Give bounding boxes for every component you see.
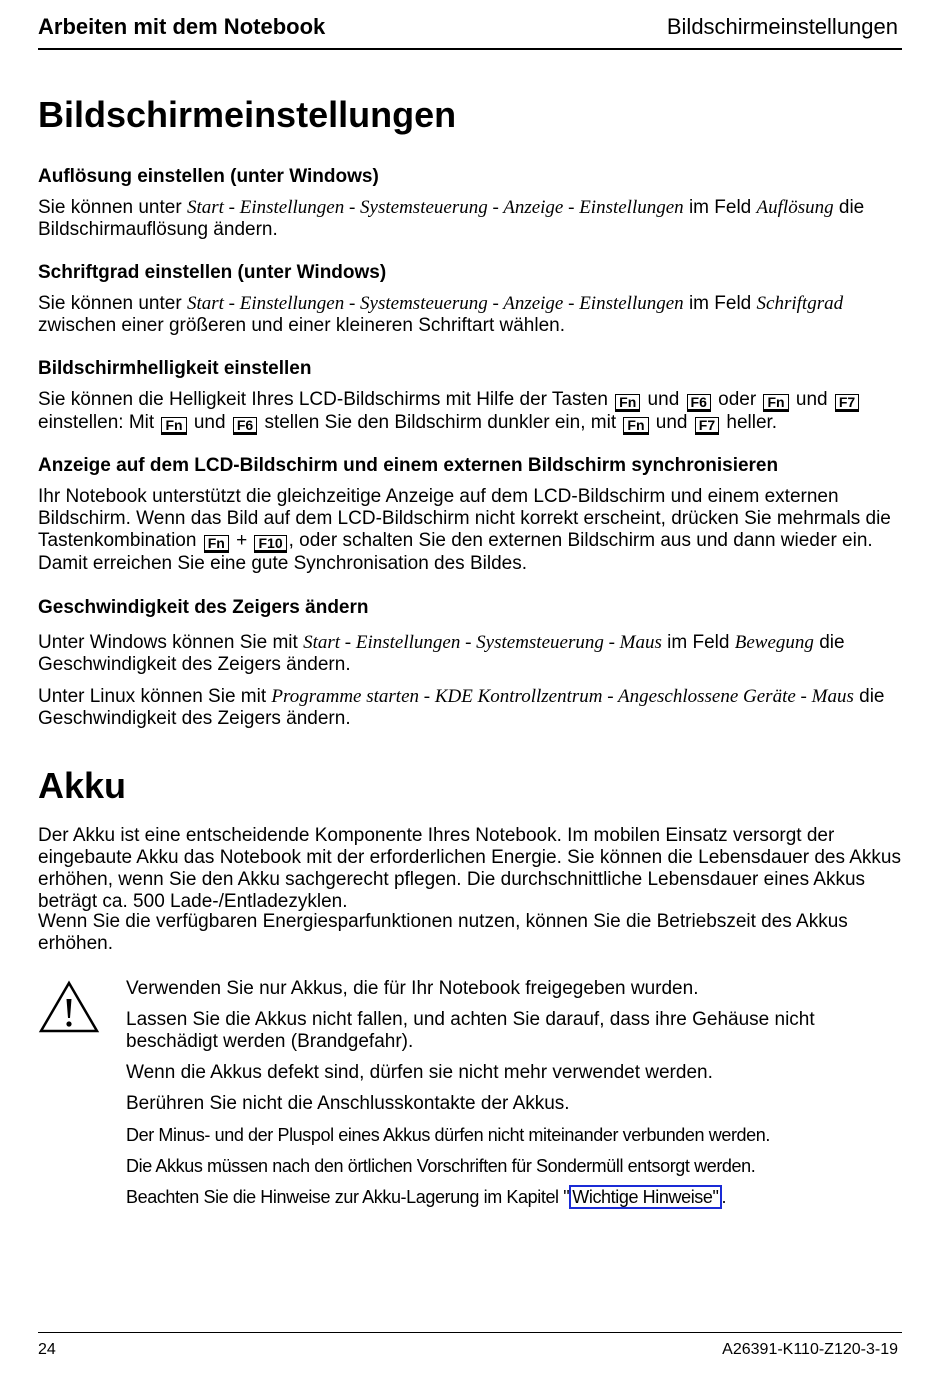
cross-reference-link[interactable]: Wichtige Hinweise"	[569, 1185, 721, 1209]
field-name: Bewegung	[734, 632, 814, 653]
running-header	[38, 14, 902, 50]
fn-key-icon: Fn	[204, 535, 229, 553]
heading-sync: Anzeige auf dem LCD-Bildschirm und einem externen Bildschirm synchronisieren	[38, 455, 779, 476]
paragraph-pointer-linux: Unter Linux können Sie mit Programme starten - KDE Kontrollzentrum - Angeschlossene Geräte - Maus die Geschwindigkeit des Zeigers ändern.	[38, 686, 885, 729]
field-name: Schriftgrad	[756, 293, 844, 314]
menu-path: Programme starten - KDE Kontrollzentrum - Angeschlossene Geräte - Maus	[271, 686, 854, 707]
manual-page	[38, 0, 902, 1382]
f6-key-icon: F6	[233, 417, 257, 435]
document-id: A26391-K110-Z120-3-19	[722, 1341, 898, 1358]
warning-item: Lassen Sie die Akkus nicht fallen, und achten Sie darauf, dass ihre Gehäuse nicht beschädigt werden (Brandgefahr).	[126, 1009, 815, 1052]
heading-brightness: Bildschirmhelligkeit einstellen	[38, 358, 312, 379]
f6-key-icon: F6	[687, 394, 711, 412]
menu-path: Start - Einstellungen - Systemsteuerung - Anzeige - Einstellungen	[186, 197, 684, 218]
section-title-akku: Akku	[38, 765, 127, 806]
warning-item: Wenn die Akkus defekt sind, dürfen sie nicht mehr verwendet werden.	[126, 1062, 713, 1083]
paragraph-fontsize: Sie können unter Start - Einstellungen - Systemsteuerung - Anzeige - Einstellungen im Feld Schriftgrad zwischen einer größeren und einer kleineren Schriftart wählen.	[38, 293, 844, 336]
f10-key-icon: F10	[254, 535, 286, 553]
warning-list	[126, 978, 902, 1217]
field-name: Auflösung	[756, 197, 834, 218]
header-section: Bildschirmeinstellungen	[666, 14, 898, 39]
warning-item: Berühren Sie nicht die Anschlusskontakte der Akkus.	[126, 1093, 570, 1114]
warning-item: Beachten Sie die Hinweise zur Akku-Lagerung im Kapitel " Wichtige Hinweise" .	[126, 1187, 727, 1207]
page-number: 24	[38, 1341, 56, 1358]
fn-key-icon: Fn	[763, 394, 788, 412]
warning-item: Die Akkus müssen nach den örtlichen Vorschriften für Sondermüll entsorgt werden.	[126, 1156, 756, 1176]
paragraph-resolution: Sie können unter Start - Einstellungen - Systemsteuerung - Anzeige - Einstellungen im Feld Auflösung die Bildschirmauflösung ändern.	[38, 197, 865, 240]
section-title-bildschirm: Bildschirmeinstellungen	[38, 94, 457, 135]
paragraph-sync: Ihr Notebook unterstützt die gleichzeitige Anzeige auf dem LCD-Bildschirm und einem externen Bildschirm. Wenn das Bild auf dem LCD-Bildschirm nicht korrekt erscheint, drücken Sie mehrmals die Tastenkombination Fn + F10 , oder schalten Sie den externen Bildschirm aus und dann wieder ein. Damit erreichen Sie eine gute Synchronisation des Bildes.	[38, 486, 891, 574]
f7-key-icon: F7	[695, 417, 719, 435]
fn-key-icon: Fn	[615, 394, 640, 412]
fn-key-icon: Fn	[161, 417, 186, 435]
paragraph-akku-intro: Der Akku ist eine entscheidende Komponente Ihres Notebook. Im mobilen Einsatz versorgt der eingebaute Akku das Notebook mit der erforderlichen Energie. Sie können die Lebensdauer des Akkus erhöhen, wenn Sie den Akku sachgerecht pflegen. Die durchschnittliche Lebensdauer eines Akkus beträgt ca. 500 Lade-/Entladezyklen.	[38, 825, 901, 912]
warning-item: Der Minus- und der Pluspol eines Akkus dürfen nicht miteinander verbunden werden.	[126, 1125, 770, 1145]
f7-key-icon: F7	[835, 394, 859, 412]
fn-key-icon: Fn	[623, 417, 648, 435]
paragraph-pointer-windows: Unter Windows können Sie mit Start - Einstellungen - Systemsteuerung - Maus im Feld Bewegung die Geschwindigkeit des Zeigers ändern.	[38, 632, 845, 675]
menu-path: Start - Einstellungen - Systemsteuerung - Maus	[303, 632, 662, 653]
running-footer	[38, 1332, 902, 1363]
warning-item: Verwenden Sie nur Akkus, die für Ihr Notebook freigegeben wurden.	[126, 978, 699, 999]
menu-path: Start - Einstellungen - Systemsteuerung - Anzeige - Einstellungen	[186, 293, 684, 314]
header-chapter: Arbeiten mit dem Notebook	[38, 14, 326, 39]
warning-triangle-icon	[38, 980, 100, 1034]
heading-fontsize: Schriftgrad einstellen (unter Windows)	[38, 262, 387, 283]
paragraph-akku-energy: Wenn Sie die verfügbaren Energiesparfunktionen nutzen, können Sie die Betriebszeit des Akkus erhöhen.	[38, 911, 848, 954]
paragraph-brightness: Sie können die Helligkeit Ihres LCD-Bildschirms mit Hilfe der Tasten Fn und F6 oder Fn und F7 einstellen: Mit Fn und F6 stellen Sie den Bildschirm dunkler ein, mit Fn und F7 heller.	[38, 389, 902, 435]
heading-resolution: Auflösung einstellen (unter Windows)	[38, 166, 379, 187]
heading-pointer: Geschwindigkeit des Zeigers ändern	[38, 597, 369, 618]
